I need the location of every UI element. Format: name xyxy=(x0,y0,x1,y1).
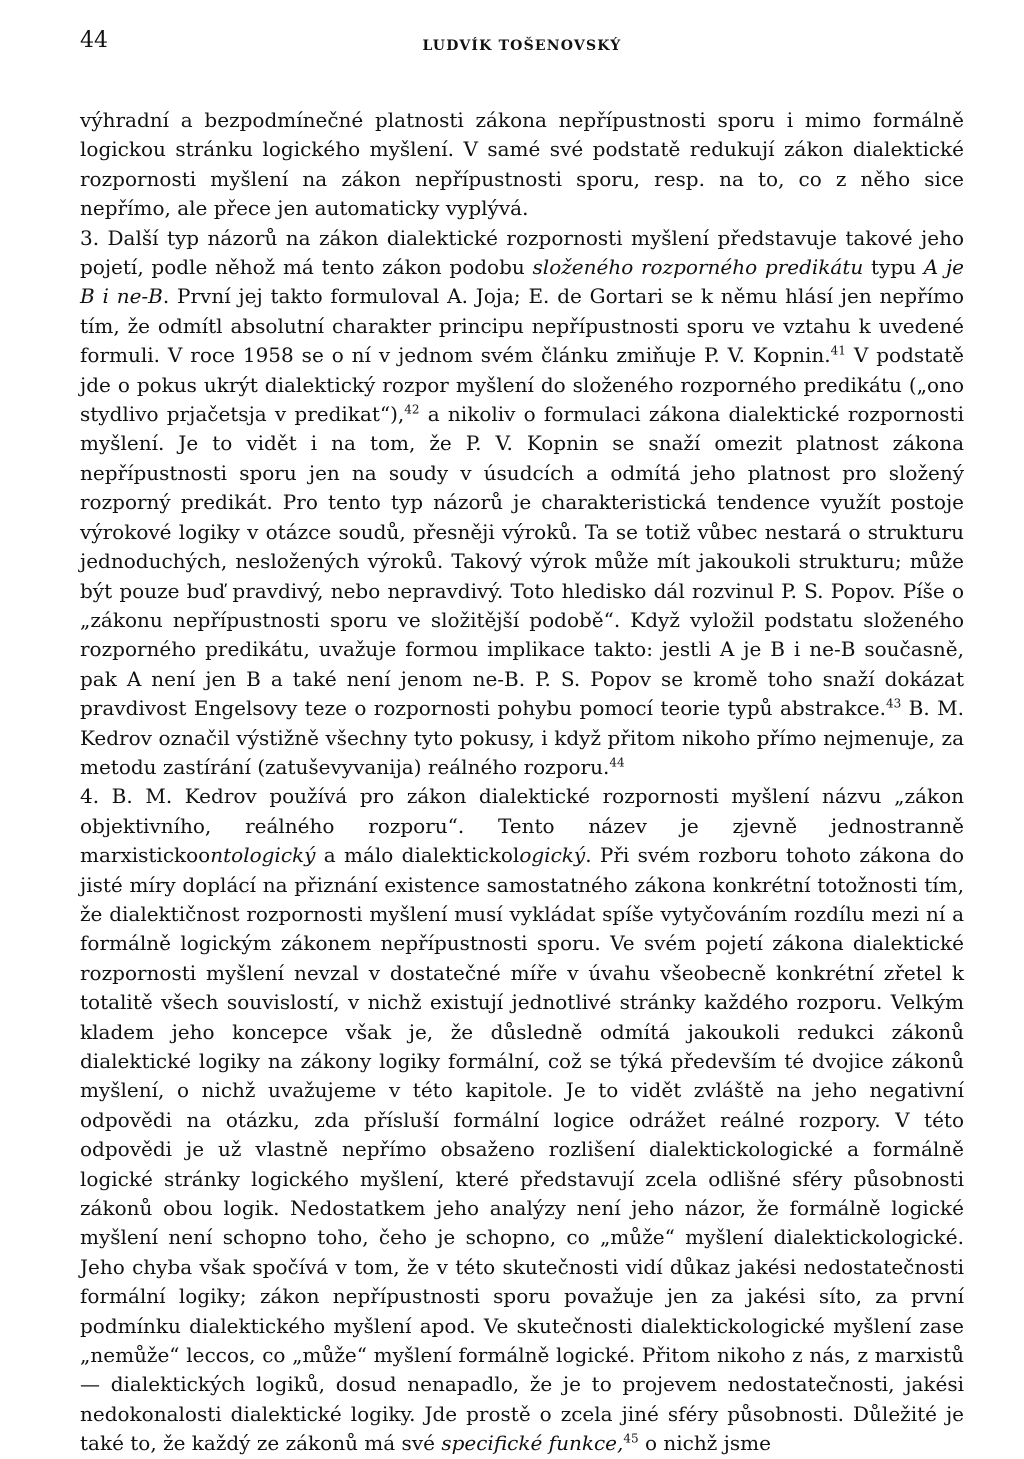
italic-term: složeného rozporného predikátu xyxy=(532,255,864,280)
footnote-ref-42: 42 xyxy=(404,402,420,417)
italic-term: ntologický xyxy=(210,843,316,868)
footnote-ref-44: 44 xyxy=(609,755,625,770)
running-title: LUDVÍK TOŠENOVSKÝ xyxy=(422,38,622,54)
paragraph-2-text: typu xyxy=(863,255,924,280)
footnote-ref-43: 43 xyxy=(885,696,902,711)
page-number: 44 xyxy=(80,28,108,53)
paragraph-2 xyxy=(80,224,964,783)
italic-term: ogický xyxy=(519,843,586,868)
footnote-ref-45: 45 xyxy=(623,1431,639,1446)
paragraph-3-text: a málo dialektickol xyxy=(315,843,520,868)
italic-term: specifické funkce, xyxy=(441,1431,624,1456)
paragraph-3-text: 4. B. M. Kedrov používá pro zákon dialektické rozpornosti myšlení názvu „zákon objektivního, reálného rozporu“. Tento název je zjevně jednostranně marxistickoo xyxy=(80,784,964,868)
running-head xyxy=(80,14,964,58)
paragraph-2-text: V podstatě jde o pokus ukrýt dialektický rozpor myšlení do složeného rozporného predikátu („ono stydlivo prjačetsja v predikat“), xyxy=(80,343,964,427)
italic-formula: A je B i ne-B xyxy=(80,255,965,309)
body-text xyxy=(80,106,964,1459)
paragraph-3-text: . Při svém rozboru tohoto zákona do jisté míry doplácí na přiznání existence samostatného zákona konkrétní totožnosti tím, že dialektičnost rozpornosti myšlení musí vykládat spíše vytyčováním rozdílu mezi ní a formálně logickým zákonem nepřípustnosti sporu. Ve svém pojetí zákona dialektické rozpornosti myšlení nevzal v dostatečné míře v úvahu všeobecně konkrétní zřetel k totalitě všech souvislostí, v nichž existují jednotlivé stránky každého rozporu. Velkým kladem jeho koncepce však je, že důsledně odmítá jakoukoli redukci zákonů dialektické logiky na zákony logiky formální, což se týká především té dvojice zákonů myšlení, o nichž uvažujeme v této kapitole. Je to vidět zvláště na jeho negativní odpovědi na otázku, zda přísluší formální logice odrážet reálné rozpory. V této odpovědi je už vlastně nepřímo obsaženo rozlišení dialektickologické a formálně logické stránky logického myšlení, které představují zcela odlišné sféry působnosti zákonů obou logik. Nedostatkem jeho analýzy není jeho názor, že formálně logické myšlení není schopno toho, čeho je schopno, co „může“ myšlení dialektickologické. Jeho chyba však spočívá v tom, že v této skutečnosti vidí důkaz jakési nedostatečnosti formální logiky; zákon nepřípustnosti sporu považuje jen za jakési síto, za první podmínku dialektického myšlení apod. Ve skutečnosti dialektickologické myšlení zase „nemůže“ leccos, co „může“ myšlení formálně logické. Přitom nikoho z nás, z marxistů — dialektických logiků, dosud nenapadlo, že je to projevem nedostatečnosti, jakési nedokonalosti dialektické logiky. Jde prostě o zcela jiné sféry působnosti. Důležité je také to, že každý ze zákonů má své xyxy=(80,843,964,1456)
paragraph-2-text: 3. Další typ názorů na zákon dialektické rozpornosti myšlení představuje takové jeho pojetí, podle něhož má tento zákon podobu xyxy=(80,225,964,280)
paragraph-2-text: B. M. Kedrov označil výstižně všechny tyto pokusy, i když přitom nikoho přímo nejmenuje, za metodu zastírání (zatuševyvanija) reálného rozporu. xyxy=(80,696,964,779)
paragraph-3 xyxy=(80,782,964,1458)
paragraph-3-text: o nichž jsme xyxy=(638,1431,771,1456)
paragraph-1 xyxy=(80,106,964,224)
paragraph-2-text: a nikoliv o formulaci zákona dialektické rozpornosti myšlení. Je to vidět i na tom, že P. V. Kopnin se snaží omezit platnost zákona nepřípustnosti sporu jen na soudy v úsudcích a odmítá jeho platnost pro složený rozporný predikát. Pro tento typ názorů je charakteristická tendence využít postoje výrokové logiky v otázce soudů, přesněji výroků. Ta se totiž vůbec nestará o strukturu jednoduchých, nesložených výroků. Takový výrok může mít jakoukoli strukturu; může být pouze buď pravdivý, nebo nepravdivý. Toto hledisko dál rozvinul P. S. Popov. Píše o „zákonu nepřípustnosti sporu ve složitější podobě“. Když vyložil podstatu složeného rozporného predikátu, uvažuje formou implikace takto: jestli A je B i ne-B současně, pak A není jen B a také není jenom ne-B. P. S. Popov se kromě toho snaží dokázat pravdivost Engelsovy teze o rozpornosti pohybu pomocí teorie typů abstrakce. xyxy=(80,402,964,721)
footnote-ref-41: 41 xyxy=(830,343,846,358)
paragraph-1-text: výhradní a bezpodmínečné platnosti zákona nepřípustnosti sporu i mimo formálně logickou stránku logického myšlení. V samé své podstatě redukují zákon dialektické rozpornosti myšlení na zákon nepřípustnosti sporu, resp. na to, co z něho sice nepřímo, ale přece jen automaticky vyplývá. xyxy=(80,108,964,221)
paragraph-2-text: . První jej takto formuloval A. Joja; E. de Gortari se k němu hlásí jen nepřímo tím, že odmítl absolutní charakter principu nepřípustnosti sporu ve vztahu k uvedené formuli. V roce 1958 se o ní v jednom svém článku zmiňuje P. V. Kopnin. xyxy=(80,284,964,368)
